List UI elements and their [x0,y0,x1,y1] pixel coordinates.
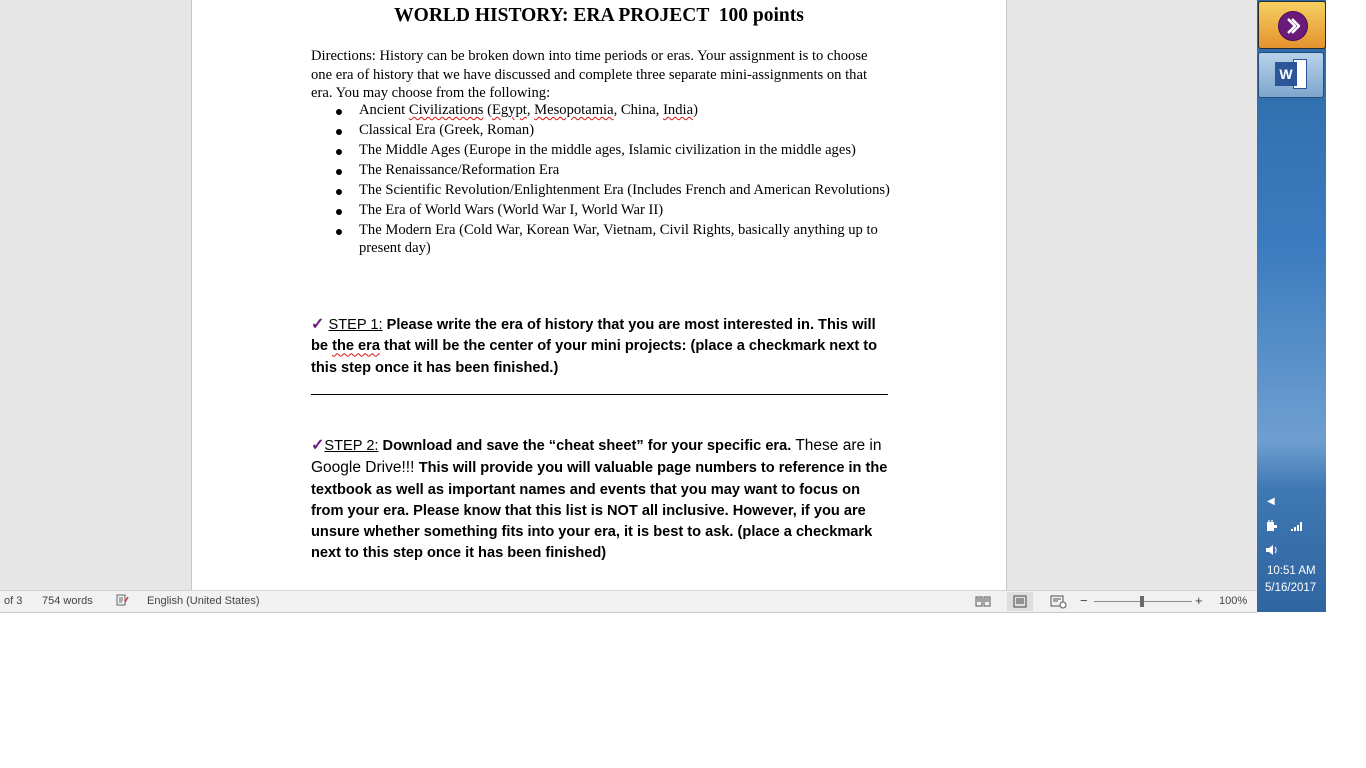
list-item: The Middle Ages (Europe in the middle ages, Islamic civilization in the middle ages) [311,142,891,160]
bullet-icon [336,169,342,175]
print-layout-icon [1007,592,1033,611]
web-layout-button[interactable] [1045,592,1071,611]
read-mode-button[interactable] [970,592,996,611]
zoom-in-button[interactable]: + [1195,593,1203,608]
list-item: The Era of World Wars (World War I, World War II) [311,202,891,220]
taskbar-word-button[interactable] [1258,52,1324,98]
document-page[interactable] [191,0,1007,590]
checkmark-icon: ✓ [311,316,325,333]
spelling-error: Mesopotamia [534,102,614,118]
signal-strength-icon[interactable] [1290,519,1304,533]
bullet-icon [336,209,342,215]
bullet-icon [336,189,342,195]
spelling-error: India [663,102,694,118]
bullet-icon [336,129,342,135]
bullet-icon [336,229,342,235]
list-item: Classical Era (Greek, Roman) [311,122,891,140]
print-layout-button[interactable] [1007,592,1033,611]
step-1-paragraph: ✓ STEP 1: Please write the era of history that you are most interested in. This will be the era that will be the center of your mini projects: (place a checkmark next to this step once it has been finished.) [311,316,878,376]
directions-paragraph: Directions: History can be broken down into time periods or eras. Your assignment is to choose one era of history that we have discussed and complete three separate mini-assignments on that era. You may choose from the following: [311,48,868,101]
list-item: The Renaissance/Reformation Era [311,162,891,180]
forward-arrow-icon [1278,11,1308,41]
zoom-slider-thumb[interactable] [1140,596,1144,607]
list-item: The Scientific Revolution/Enlightenment Era (Includes French and American Revolutions) [311,182,891,200]
zoom-level[interactable]: 100% [1219,595,1248,607]
taskbar [1257,0,1326,612]
list-item: The Modern Era (Cold War, Korean War, Vietnam, Civil Rights, basically anything up to present day) [311,222,891,257]
network-icon[interactable] [1265,519,1279,533]
word-icon: W [1275,62,1297,86]
list-item: Ancient Civilizations (Egypt, Mesopotamia, China, India) [311,102,891,120]
page-count[interactable]: of 3 [4,595,23,607]
checkmark-icon: ✓ [311,437,325,454]
word-count[interactable]: 754 words [42,595,93,607]
step-2-paragraph: ✓STEP 2: Download and save the “cheat sheet” for your specific era. These are in Google Drive!!! This will provide you will valuable page numbers to reference in the textbook as well as important names and events that you may want to focus on from your era. Please know that this list is NOT all inclusive. However, if you are unsure whether something fits into your era, it is best to ask. (place a checkmark next to this step once it has been finished) [311,437,888,562]
volume-icon[interactable] [1265,543,1279,557]
zoom-out-button[interactable]: − [1080,593,1088,608]
answer-line [311,394,888,395]
spelling-error: Civilizations [408,102,484,118]
show-hidden-icons-button[interactable]: ◀ [1267,496,1275,507]
document-title: WORLD HISTORY: ERA PROJECT 100 points [394,5,804,26]
era-list [311,102,891,260]
step-2-label: STEP 2: [324,438,379,454]
language-indicator[interactable]: English (United States) [147,595,260,607]
status-bar [0,590,1257,613]
bullet-icon [336,109,342,115]
web-layout-icon [1045,592,1071,611]
step-1-label: STEP 1: [328,317,383,333]
spelling-error: the era [332,338,380,355]
read-mode-icon [970,592,996,611]
clock-date[interactable]: 5/16/2017 [1265,582,1317,594]
clock-time[interactable]: 10:51 AM [1267,565,1316,577]
spelling-error: Egypt [491,102,527,118]
proofing-icon[interactable] [116,593,130,607]
bullet-icon [336,149,342,155]
taskbar-app-button[interactable] [1258,1,1326,49]
